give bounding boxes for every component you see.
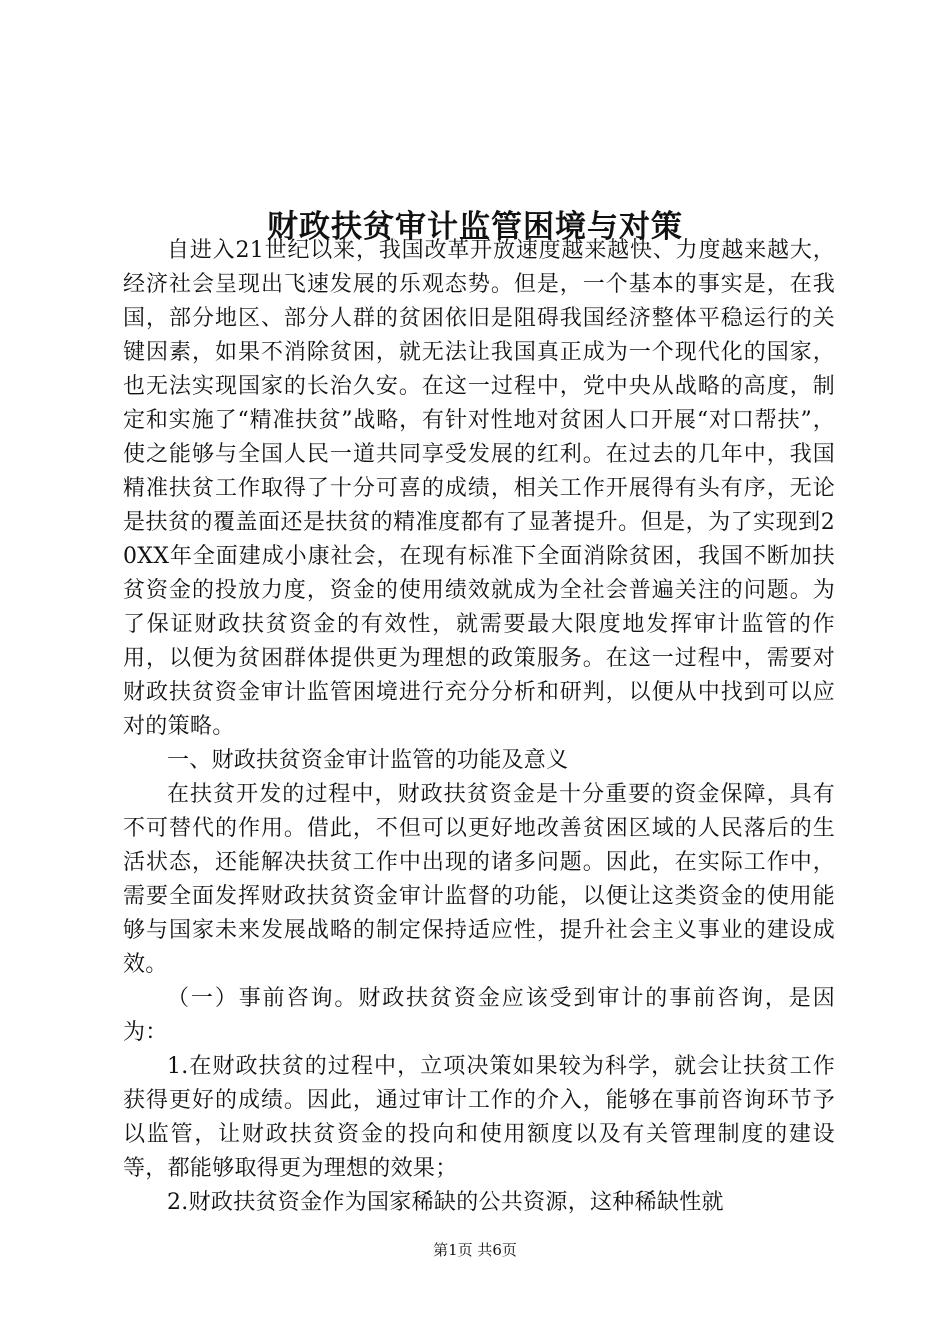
paragraph-function: 在扶贫开发的过程中，财政扶贫资金是十分重要的资金保障，具有不可替代的作用。借此，不但可以更好地改善贫困区域的人民落后的生活状态，还能解决扶贫工作中出现的诸多问题。因此，在实际工作中，需要全面发挥财政扶贫资金审计监督的功能，以便让这类资金的使用能够与国家未来发展战略的制定保持适应性，提升社会主义事业的建设成效。 <box>123 782 835 977</box>
section-heading: 一、财政扶贫资金审计监管的功能及意义 <box>167 748 569 773</box>
list-item-2: 2.财政扶贫资金作为国家稀缺的公共资源，这种稀缺性就 <box>167 1190 724 1215</box>
list-item-1: 1.在财政扶贫的过程中，立项决策如果较为科学，就会让扶贫工作获得更好的成绩。因此，通过审计工作的介入，能够在事前咨询环节予以监管，让财政扶贫资金的投向和使用额度以及有关管理制度的建设等，都能够取得更为理想的效果； <box>123 1054 835 1181</box>
page-footer: 第1页 共6页 <box>433 1241 517 1259</box>
paragraph-intro: 自进入21世纪以来，我国改革开放速度越来越快、力度越来越大，经济社会呈现出飞速发展的乐观态势。但是，一个基本的事实是，在我国，部分地区、部分人群的贫困依旧是阻碍我国经济整体平稳运行的关键因素，如果不消除贫困，就无法让我国真正成为一个现代化的国家，也无法实现国家的长治久安。在这一过程中，党中央从战略的高度，制定和实施了“精准扶贫”战略，有针对性地对贫困人口开展“对口帮扶”，使之能够与全国人民一道共同享受发展的红利。在过去的几年中，我国精准扶贫工作取得了十分可喜的成绩，相关工作开展得有头有序，无论是扶贫的覆盖面还是扶贫的精准度都有了显著提升。但是，为了实现到20XX年全面建成小康社会，在现有标准下全面消除贫困，我国不断加扶贫资金的投放力度，资金的使用绩效就成为全社会普遍关注的问题。为了保证财政扶贫资金的有效性，就需要最大限度地发挥审计监管的作用，以便为贫困群体提供更为理想的政策服务。在这一过程中，需要对财政扶贫资金审计监管困境进行充分分析和研判，以便从中找到可以应对的策略。 <box>123 238 835 739</box>
subsection-heading: （一）事前咨询。财政扶贫资金应该受到审计的事前咨询，是因为： <box>123 986 835 1045</box>
document-body <box>123 234 835 1220</box>
document-title: 财政扶贫审计监管困境与对策 <box>267 208 683 245</box>
